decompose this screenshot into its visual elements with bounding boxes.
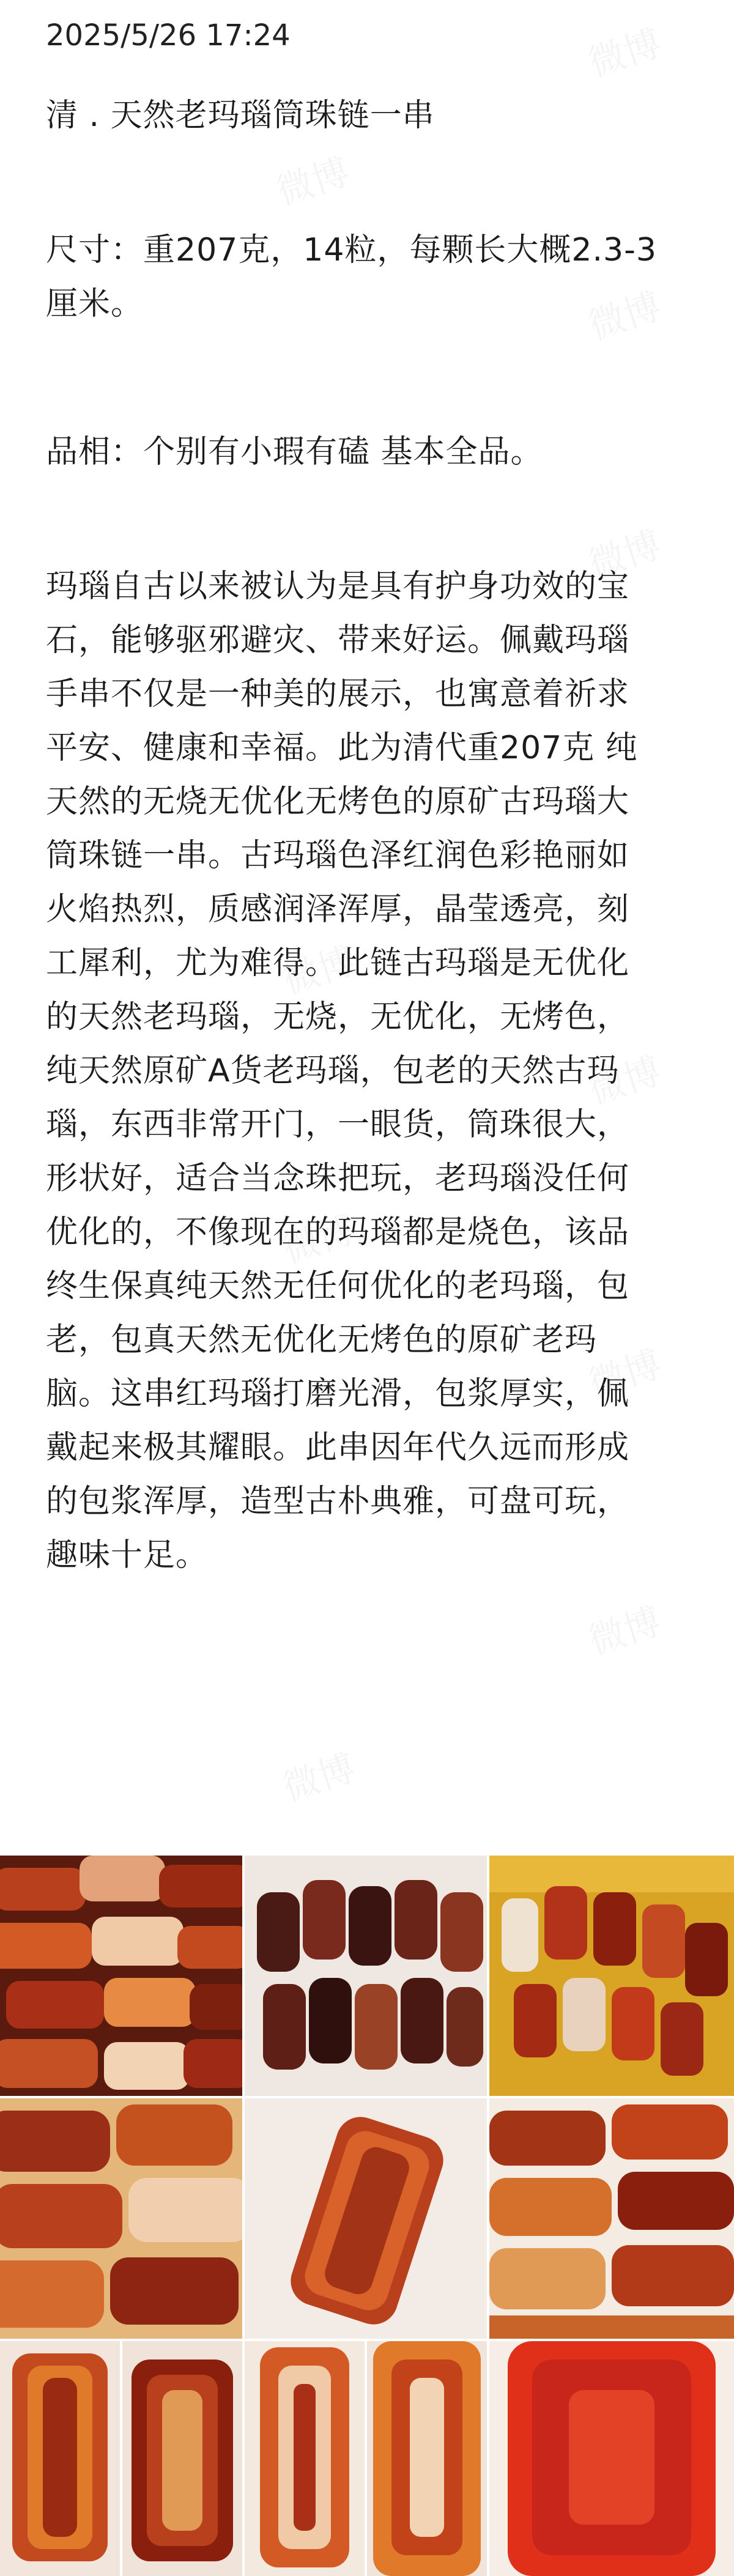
description-line: 火焰热烈，质感润泽浑厚，晶莹透亮，刻 — [46, 891, 630, 928]
description-line: 脑。这串红玛瑙打磨光滑，包浆厚实，佩 — [46, 1375, 630, 1412]
description-line: 趣味十足。 — [46, 1537, 209, 1574]
watermark — [275, 1739, 361, 1812]
description-line: 戴起来极其耀眼。此串因年代久远而形成 — [46, 1429, 630, 1466]
photo-agate-beads-dark-strand[interactable] — [245, 1856, 487, 2096]
description-line: 的包浆浑厚，造型古朴典雅，可盘可玩， — [46, 1483, 630, 1520]
description-line: 手串不仅是一种美的展示，也寓意着祈求 — [46, 676, 630, 712]
photo-agate-bead-single-tilted[interactable] — [245, 2098, 487, 2339]
watermark — [581, 1593, 667, 1665]
description-line: 老，包真天然无优化无烤色的原矿老玛 — [46, 1322, 598, 1358]
description-line: 优化的，不像现在的玛瑙都是烧色，该品 — [46, 1214, 630, 1251]
photo-agate-bead-closeup-1[interactable] — [0, 2341, 120, 2576]
description-line: 的天然老玛瑙，无烧，无优化，无烤色， — [46, 999, 630, 1035]
photo-agate-bead-closeup-red[interactable] — [489, 2341, 734, 2576]
photo-gallery — [0, 1856, 734, 2576]
description-line: 瑙，东西非常开门，一眼货，筒珠很大， — [46, 1106, 630, 1143]
photo-agate-bead-closeup-3[interactable] — [245, 2341, 365, 2576]
description-line: 纯天然原矿A货老玛瑙，包老的天然古玛 — [46, 1053, 620, 1089]
photo-agate-beads-closeup-wood[interactable] — [0, 2098, 242, 2339]
description-line: 平安、健康和幸福。此为清代重207克 纯 — [46, 730, 638, 766]
photo-agate-beads-red-pile[interactable] — [0, 1856, 242, 2096]
description-line: 玛瑙自古以来被认为是具有护身功效的宝 — [46, 568, 630, 605]
gallery-row — [0, 2098, 734, 2339]
photo-agate-bead-closeup-4[interactable] — [367, 2341, 487, 2576]
post-size-line: 尺寸：重207克，14粒，每颗长大概2.3-3 — [46, 232, 657, 268]
description-line: 石，能够驱邪避灾、带来好运。佩戴玛瑙 — [46, 622, 630, 659]
post-grade: 品相：个别有小瑕有磕 基本全品。 — [46, 434, 543, 470]
photo-agate-bead-closeup-2[interactable] — [122, 2341, 242, 2576]
post-title: 清 . 天然老玛瑙筒珠链一串 — [46, 97, 435, 134]
description-line: 筒珠链一串。古玛瑙色泽红润色彩艳丽如 — [46, 837, 630, 874]
description-line: 形状好，适合当念珠把玩，老玛瑙没任何 — [46, 1160, 630, 1197]
post-size-paragraph — [46, 223, 694, 331]
gallery-row — [0, 1856, 734, 2096]
post-timestamp: 2025/5/26 17:24 — [46, 18, 291, 53]
post-description — [46, 560, 694, 1582]
post-size-line: 厘米。 — [46, 286, 144, 322]
photo-agate-beads-on-gold-cloth[interactable] — [489, 1856, 734, 2096]
photo-agate-beads-banded[interactable] — [489, 2098, 734, 2339]
watermark — [269, 143, 355, 216]
description-line: 天然的无烧无优化无烤色的原矿古玛瑙大 — [46, 783, 630, 820]
watermark — [581, 15, 667, 87]
gallery-row — [0, 2341, 734, 2576]
description-line: 工犀利，尤为难得。此链古玛瑙是无优化 — [46, 945, 630, 982]
description-line: 终生保真纯天然无任何优化的老玛瑙，包 — [46, 1268, 630, 1305]
